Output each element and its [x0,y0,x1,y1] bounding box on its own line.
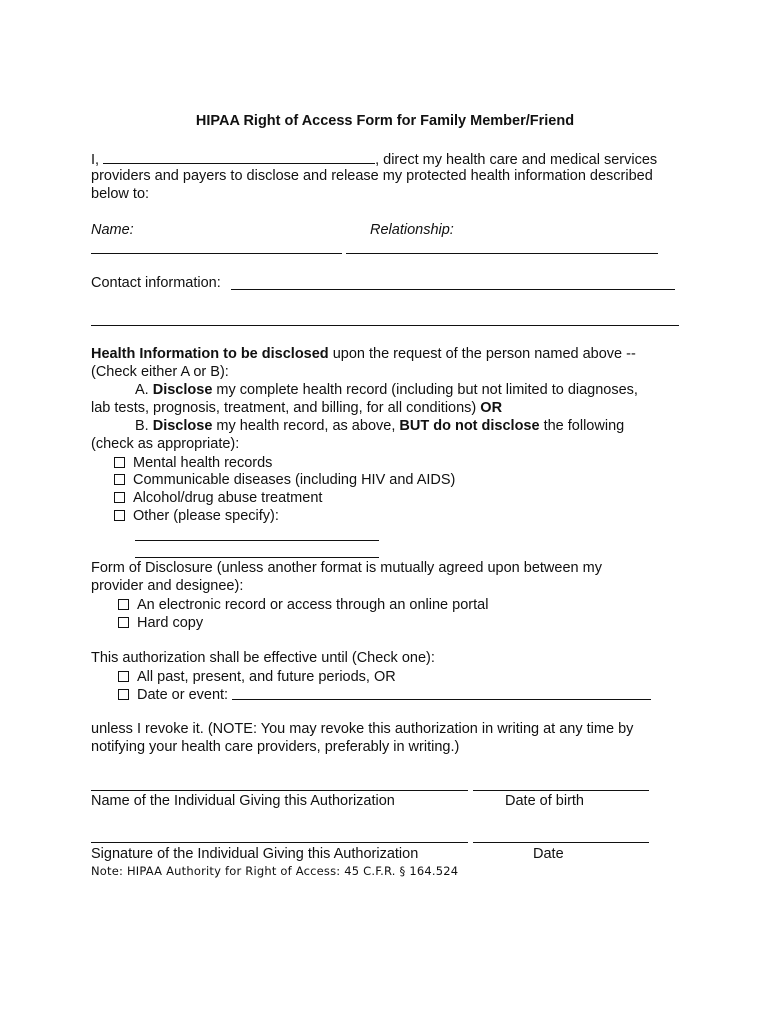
checkbox-box[interactable] [114,492,125,503]
checkbox-box[interactable] [114,457,125,468]
checkbox-all-periods[interactable] [118,668,396,686]
intro-line-2: providers and payers to disclose and release my protected health information described [91,168,653,184]
option-b-bold2: BUT do not disclose [399,418,540,434]
option-a-bold: Disclose [152,382,213,398]
signature-date-field[interactable] [473,842,649,843]
individual-name-label: Name of the Individual Giving this Authorization [91,793,395,809]
contact-info-field-1[interactable] [231,289,675,290]
effective-heading: This authorization shall be effective until (Check one): [91,650,435,666]
checkbox-other[interactable] [114,507,279,525]
checkbox-box[interactable] [114,474,125,485]
option-a-rest: my complete health record (including but not limited to diagnoses, [212,382,638,398]
option-a-line-1 [135,382,638,398]
other-specify-field-1[interactable] [135,540,379,541]
recipient-name-label: Name: [91,222,134,238]
date-or-event-field[interactable] [232,699,651,700]
recipient-relationship-field[interactable] [346,253,658,254]
option-a-line-2 [91,400,502,416]
signature-label: Signature of the Individual Giving this Authorization [91,846,419,862]
grantor-name-field[interactable] [103,150,375,164]
legal-note: Note: HIPAA Authority for Right of Access: 45 C.F.R. § 164.524 [91,864,459,878]
disclosure-form-line-2: provider and designee): [91,578,244,594]
checkbox-mental-health[interactable] [114,454,272,472]
revoke-line-2: notifying your health care providers, preferably in writing.) [91,739,460,755]
recipient-name-field[interactable] [91,253,342,254]
recipient-relationship-label: Relationship: [370,222,454,238]
checkbox-label: An electronic record or access through an online portal [137,597,489,613]
contact-info-label: Contact information: [91,275,221,291]
checkbox-label: Mental health records [133,455,273,471]
intro-prefix: I, [91,152,104,168]
intro-line1-rest: , direct my health care and medical services [375,152,658,168]
checkbox-hard-copy[interactable] [118,614,203,632]
option-b-line-2: (check as appropriate): [91,436,240,452]
signature-date-label: Date [533,846,564,862]
option-b-mid: my health record, as above, [212,418,400,434]
checkbox-alcohol-drug[interactable] [114,489,322,507]
checkbox-communicable-diseases[interactable] [114,471,455,489]
checkbox-box[interactable] [118,671,129,682]
checkbox-label: Hard copy [137,615,204,631]
individual-name-field[interactable] [91,790,468,791]
checkbox-label: All past, present, and future periods, OR [137,669,396,685]
option-b-bold: Disclose [152,418,213,434]
form-title: HIPAA Right of Access Form for Family Member/Friend [195,113,575,129]
health-info-heading [91,346,636,362]
contact-info-row [91,275,221,291]
checkbox-box[interactable] [118,617,129,628]
option-a-line2-text: lab tests, prognosis, treatment, and billing, for all conditions) [91,400,481,416]
checkbox-label: Other (please specify): [133,508,279,524]
date-of-birth-label: Date of birth [505,793,584,809]
intro-line-1 [91,150,657,168]
option-b-line-1 [135,418,624,434]
intro-line-3: below to: [91,186,150,202]
date-of-birth-field[interactable] [473,790,649,791]
checkbox-date-or-event[interactable] [118,686,228,704]
revoke-line-1: unless I revoke it. (NOTE: You may revoke this authorization in writing at any time by [91,721,634,737]
health-info-heading-bold: Health Information to be disclosed [91,346,329,362]
health-info-instruction: (Check either A or B): [91,364,229,380]
health-info-heading-rest: upon the request of the person named above -- [328,346,636,362]
checkbox-box[interactable] [114,510,125,521]
option-a-or: OR [480,400,503,416]
checkbox-label: Communicable diseases (including HIV and AIDS) [133,472,456,488]
checkbox-box[interactable] [118,689,129,700]
other-specify-field-2[interactable] [135,557,379,558]
contact-info-field-2[interactable] [91,325,679,326]
option-b-rest: the following [539,418,625,434]
signature-field[interactable] [91,842,468,843]
disclosure-form-line-1: Form of Disclosure (unless another format is mutually agreed upon between my [91,560,602,576]
option-a-prefix: A. [135,382,153,398]
option-b-prefix: B. [135,418,153,434]
checkbox-box[interactable] [118,599,129,610]
checkbox-label: Alcohol/drug abuse treatment [133,490,323,506]
checkbox-electronic-record[interactable] [118,596,488,614]
checkbox-label: Date or event: [137,687,229,703]
